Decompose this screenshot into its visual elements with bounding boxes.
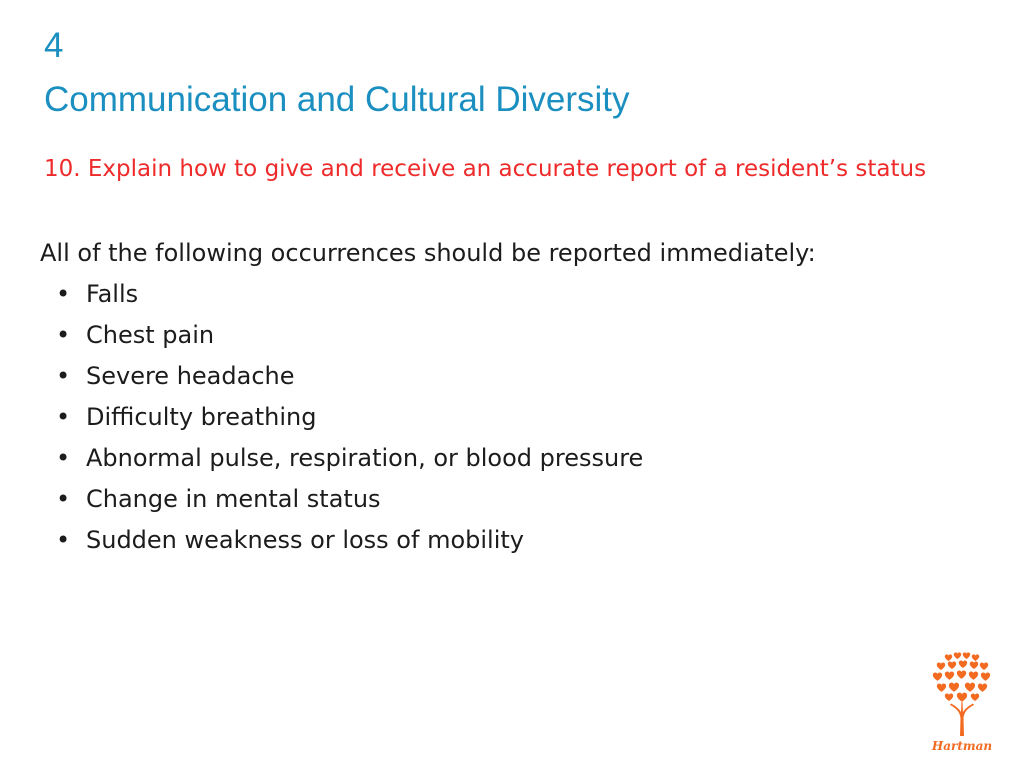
heart-tree-icon — [933, 652, 990, 736]
list-item — [56, 523, 643, 564]
chapter-number: 4 — [44, 26, 64, 65]
list-item — [56, 359, 643, 400]
list-item-text: Abnormal pulse, respiration, or blood pressure — [86, 444, 644, 472]
list-item-text: Difficulty breathing — [86, 403, 317, 431]
bullet-icon: • — [56, 526, 71, 554]
bullet-icon: • — [56, 362, 71, 390]
list-item — [56, 400, 643, 441]
list-item-text: Change in mental status — [86, 485, 381, 513]
bullet-icon: • — [56, 321, 71, 349]
list-item — [56, 441, 643, 482]
bullet-icon: • — [56, 280, 71, 308]
bullet-icon: • — [56, 444, 71, 472]
intro-text: All of the following occurrences should be reported immediately: — [40, 239, 816, 267]
list-item — [56, 318, 643, 359]
list-item-text: Falls — [86, 280, 139, 308]
bullet-icon: • — [56, 485, 71, 513]
hartman-logo — [920, 650, 1004, 754]
list-item-text: Chest pain — [86, 321, 215, 349]
list-item-text: Sudden weakness or loss of mobility — [86, 526, 524, 554]
learning-objective: 10. Explain how to give and receive an accurate report of a resident’s status — [44, 156, 927, 182]
list-item — [56, 482, 643, 523]
logo-text: Hartman — [931, 739, 993, 753]
chapter-title: Communication and Cultural Diversity — [44, 80, 630, 119]
list-item — [56, 277, 643, 318]
bullet-list — [56, 277, 643, 564]
list-item-text: Severe headache — [86, 362, 295, 390]
bullet-icon: • — [56, 403, 71, 431]
